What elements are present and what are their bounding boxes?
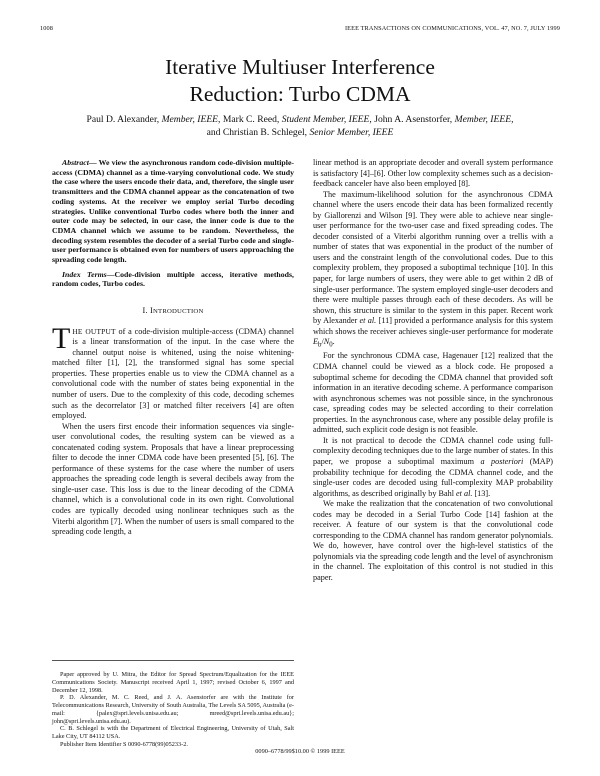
footnote-2: P. D. Alexander, M. C. Reed, and J. A. Asenstorfer are with the Institute for Telecommunications Research, University of South Australia, The Levels SA 5095, Australia (e-mail: {paleх@spri.levels.unisa.edu.au; mreed@spri.levels.unisa.edu.au}; john@spri.levels.unisa.edu.au). — [52, 694, 294, 725]
symbol-eb-sub: b — [318, 341, 322, 349]
symbol-n0-sub: 0 — [329, 341, 333, 349]
index-terms — [52, 270, 294, 289]
intro-paragraph-1 — [52, 321, 294, 422]
left-column — [52, 158, 294, 538]
section-heading-introduction — [52, 306, 294, 318]
page-number: 1008 — [40, 25, 53, 32]
section-rest: NTRODUCTION — [153, 308, 204, 316]
p2-etal: et al. — [359, 316, 377, 326]
author-1-role: Member, IEEE, — [161, 114, 221, 125]
journal-reference: IEEE TRANSACTIONS ON COMMUNICATIONS, VOL. 47, NO. 7, JULY 1999 — [344, 25, 560, 32]
p4-text-b: (MAP) probability technique for decoding the CDMA channel code, and the single-user codes are decoded using full-complexity MAP probability algorithms, as described originally by Bahl — [313, 456, 554, 498]
intro-p1-text: of a code-division multiple-access (CDMA) channel is a linear transformation of the input. In the case where the channel output noise is whitened, using the noise whitening-matched filter [1], [2], the transformed signal has some special properties. These properties enable us to view the CDMA channel as a convolutional code with the number of states being exponential in the number of users. Due to the complexity of this code, decoding schemes such as the decorrelator [3] or matched filter receivers [4] are often employed. — [52, 326, 294, 421]
right-paragraph-4 — [313, 436, 553, 499]
index-terms-text: —Code-division multiple access, iterative methods, random codes, Turbo codes. — [52, 269, 294, 289]
index-terms-label: Index Terms — [62, 269, 107, 279]
author-line-1 — [40, 113, 560, 126]
author-line-2 — [40, 126, 560, 139]
author-3: John A. Asenstorfer, — [374, 114, 453, 125]
drop-cap: T — [52, 321, 71, 355]
p2-text-a: The maximum-likelihood solution for the asynchronous CDMA channel where the users encode their data has been formalized recently by Giallorenzi and Wilson [9]. They were able to achieve near single-user performance for the two-user case and fixed spreading codes. The decoder consisted of a Viterbi algorithm running over a trellis with a number of states that was exponential in the product of the number of users and the constraint length of the convolutional codes. Due to this complexity problem, they proposed a suboptimal technique [10]. In this paper, for large numbers of users, they were able to get within 2 dB of single-user performance. The system employed single-user decoders and there were multiple passes through each of these decoders. As will be shown, this structure is similar to the system in this paper. Recent work by Alexander — [313, 189, 553, 326]
intro-paragraph-2: When the users first encode their information sequences via single-user convolutional codes, the resulting system can be viewed as a concatenated coding system. Proposals that have a linear preprocessing filter to decode the inner CDMA code have been presented [5], [6]. The performance of these systems for the case where the number of users approaches the spreading code length is several decibels away from the single-user case. This loss is due to the linear decoding of the CDMA channel, which is a convolutional code in its own right. Convolutional codes are typically decoded using nonlinear techniques such as the Viterbi algorithm [7]. When the number of users is small compared to the spreading code length, a — [52, 421, 294, 537]
footnote-block — [52, 660, 294, 749]
right-paragraph-5: We make the realization that the concatenation of two convolutional codes may be decoded in a Serial Turbo Code [14] fashion at the receiver. A feature of our system is that the convolutional code corresponding to the CDMA channel has random generator polynomials. We do, however, have control over the high-level statistics of the polynomials via the spreading code length and the level of asynchronism in the channel. The exploitation of this control is not studied in this paper. — [313, 499, 553, 582]
running-header — [40, 25, 560, 35]
abstract — [52, 158, 294, 265]
author-1: Paul D. Alexander, — [86, 114, 160, 125]
section-numeral: I. — [142, 306, 148, 316]
footnote-3: C. B. Schlegel is with the Department of Electrical Engineering, University of Utah, Salt Lake City, UT 84112 USA. — [52, 725, 294, 740]
footnote-4: Publisher Item Identifier S 0090-6778(99)05233-2. — [60, 740, 188, 748]
author-4: and Christian B. Schlegel, — [206, 127, 308, 138]
p2-text-b: [11] provided a performance analysis for this system which shows the receiver achieves single-user performance for moderate — [313, 316, 554, 336]
right-column — [313, 158, 553, 584]
title-line-1: Iterative Multiuser Interference — [165, 55, 435, 79]
symbol-slash: / — [321, 337, 324, 347]
p4-etal: et al. — [456, 488, 473, 498]
p2-end: . — [332, 337, 335, 347]
author-2-role: Student Member, IEEE, — [281, 114, 372, 125]
right-paragraph-3: For the synchronous CDMA case, Hagenauer [12] realized that the CDMA channel could be viewed as a block code. He proposed a suboptimal scheme for decoding the CDMA channel that provided soft information in an iterative decoding scheme. A performance comparison with asynchronous schemes was not possible since, in the synchronous case, spreading codes may be selected according to their correlation properties. In the asynchronous case, where any possible delay profile is admitted, such explicit code design is not feasible. — [313, 351, 553, 435]
right-paragraph-1: linear method is an appropriate decoder and overall system performance is satisfactory [4]–[6]. Other low complexity schemes such as a decision-feedback canceler have also been employed [8]. — [313, 158, 553, 189]
footnote-1: Paper approved by U. Mitra, the Editor for Spread Spectrum/Equalization for the IEEE Communications Society. Manuscript received April 1, 1997; revised October 6, 1997 and December 12, 1998. — [52, 671, 294, 694]
right-paragraph-2 — [313, 190, 553, 352]
section-first-letter: I — [150, 306, 153, 316]
p4-text-a: It is not practical to decode the CDMA channel code using full-complexity decoding techniques due to the large number of states. In this paper, we propose a suboptimal maximum — [313, 435, 553, 466]
intro-caps: HE OUTPUT — [72, 326, 116, 336]
author-2: Mark C. Reed, — [222, 114, 280, 125]
paper-title — [40, 54, 560, 108]
p4-text-c: [13]. — [472, 488, 491, 498]
copyright-footer: 0090–6778/99$10.00 © 1999 IEEE — [255, 748, 345, 755]
author-list — [40, 113, 560, 139]
symbol-eb: E — [313, 337, 319, 347]
title-line-2: Reduction: Turbo CDMA — [189, 82, 411, 106]
p4-a-posteriori: a posteriori — [480, 456, 524, 466]
abstract-label: Abstract— — [62, 158, 97, 167]
author-3-role: Member, IEEE, — [454, 114, 514, 125]
abstract-text: We view the asynchronous random code-division multiple-access (CDMA) channel as a time-varying convolutional code. We study the case where the users encode their data, and, therefore, the single user transmitters and the CDMA channel appear as the concatenation of two coding systems. At the receiver we employ serial Turbo decoding strategies. Unlike conventional Turbo codes where both the inner and outer code may be selected, in our case, the inner code is due to the CDMA channel which we assume to be random. Nevertheless, the decoding system resembles the decoder of a serial Turbo code and single-user performance is obtained even for numbers of users approaching the spreading code length. — [52, 158, 294, 265]
author-4-role: Senior Member, IEEE — [309, 127, 394, 138]
symbol-n0: N — [323, 337, 330, 347]
